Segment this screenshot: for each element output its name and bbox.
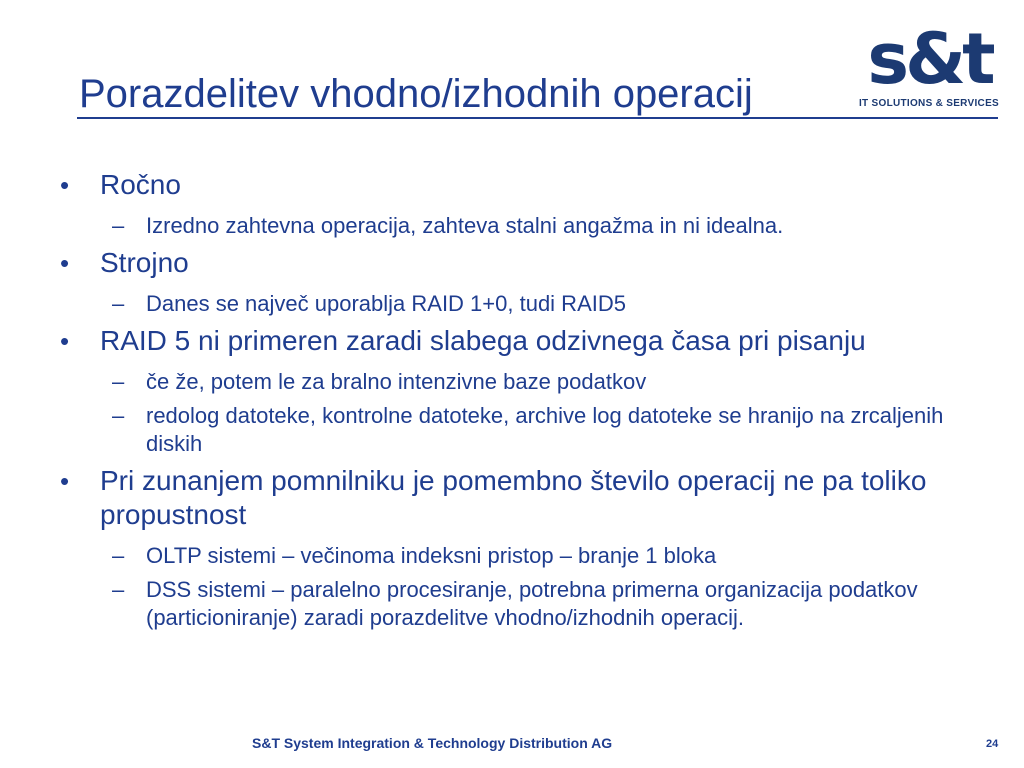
slide-content xyxy=(0,168,1024,638)
logo-subtitle: IT SOLUTIONS & SERVICES xyxy=(858,98,1000,109)
slide-title: Porazdelitev vhodno/izhodnih operacij xyxy=(79,72,753,116)
sub-item xyxy=(112,290,984,318)
bullet-item xyxy=(60,324,984,358)
bullet-icon: • xyxy=(60,326,70,356)
dash-icon: – xyxy=(112,543,125,568)
sub-item xyxy=(112,542,984,570)
sub-item-text: redolog datoteke, kontrolne datoteke, archive log datoteke se hranijo na zrcaljenih diskih xyxy=(146,403,944,456)
sub-item xyxy=(112,576,984,632)
logo-mark: s&t xyxy=(867,18,992,100)
sub-item xyxy=(112,212,984,240)
sub-item xyxy=(112,368,984,396)
dash-icon: – xyxy=(112,291,125,316)
sub-item-text: Izredno zahtevna operacija, zahteva stalni angažma in ni idealna. xyxy=(146,213,784,238)
bullet-text: Pri zunanjem pomnilniku je pomembno število operacij ne pa toliko propustnost xyxy=(100,465,927,530)
bullet-icon: • xyxy=(60,466,70,496)
dash-icon: – xyxy=(112,369,125,394)
dash-icon: – xyxy=(112,213,125,238)
bullet-icon: • xyxy=(60,248,70,278)
dash-icon: – xyxy=(112,403,125,428)
bullet-text: Strojno xyxy=(100,247,189,278)
footer-company: S&T System Integration & Technology Distribution AG xyxy=(252,735,613,751)
sub-item-text: OLTP sistemi – večinoma indeksni pristop – branje 1 bloka xyxy=(146,543,717,568)
bullet-text: RAID 5 ni primeren zaradi slabega odzivnega časa pri pisanju xyxy=(100,325,866,356)
sub-item xyxy=(112,402,984,458)
title-underline xyxy=(77,117,998,119)
sub-item-text: Danes se največ uporablja RAID 1+0, tudi RAID5 xyxy=(146,291,626,316)
sub-item-text: če že, potem le za bralno intenzivne baze podatkov xyxy=(146,369,647,394)
bullet-icon: • xyxy=(60,170,70,200)
dash-icon: – xyxy=(112,577,125,602)
bullet-item xyxy=(60,464,984,532)
sub-item-text: DSS sistemi – paralelno procesiranje, potrebna primerna organizacija podatkov (particioniranje) zaradi porazdelitve vhodno/izhodnih operacij. xyxy=(146,577,918,630)
bullet-text: Ročno xyxy=(100,169,181,200)
company-logo xyxy=(856,18,1002,114)
bullet-item xyxy=(60,246,984,280)
page-number: 24 xyxy=(986,738,999,750)
bullet-item xyxy=(60,168,984,202)
